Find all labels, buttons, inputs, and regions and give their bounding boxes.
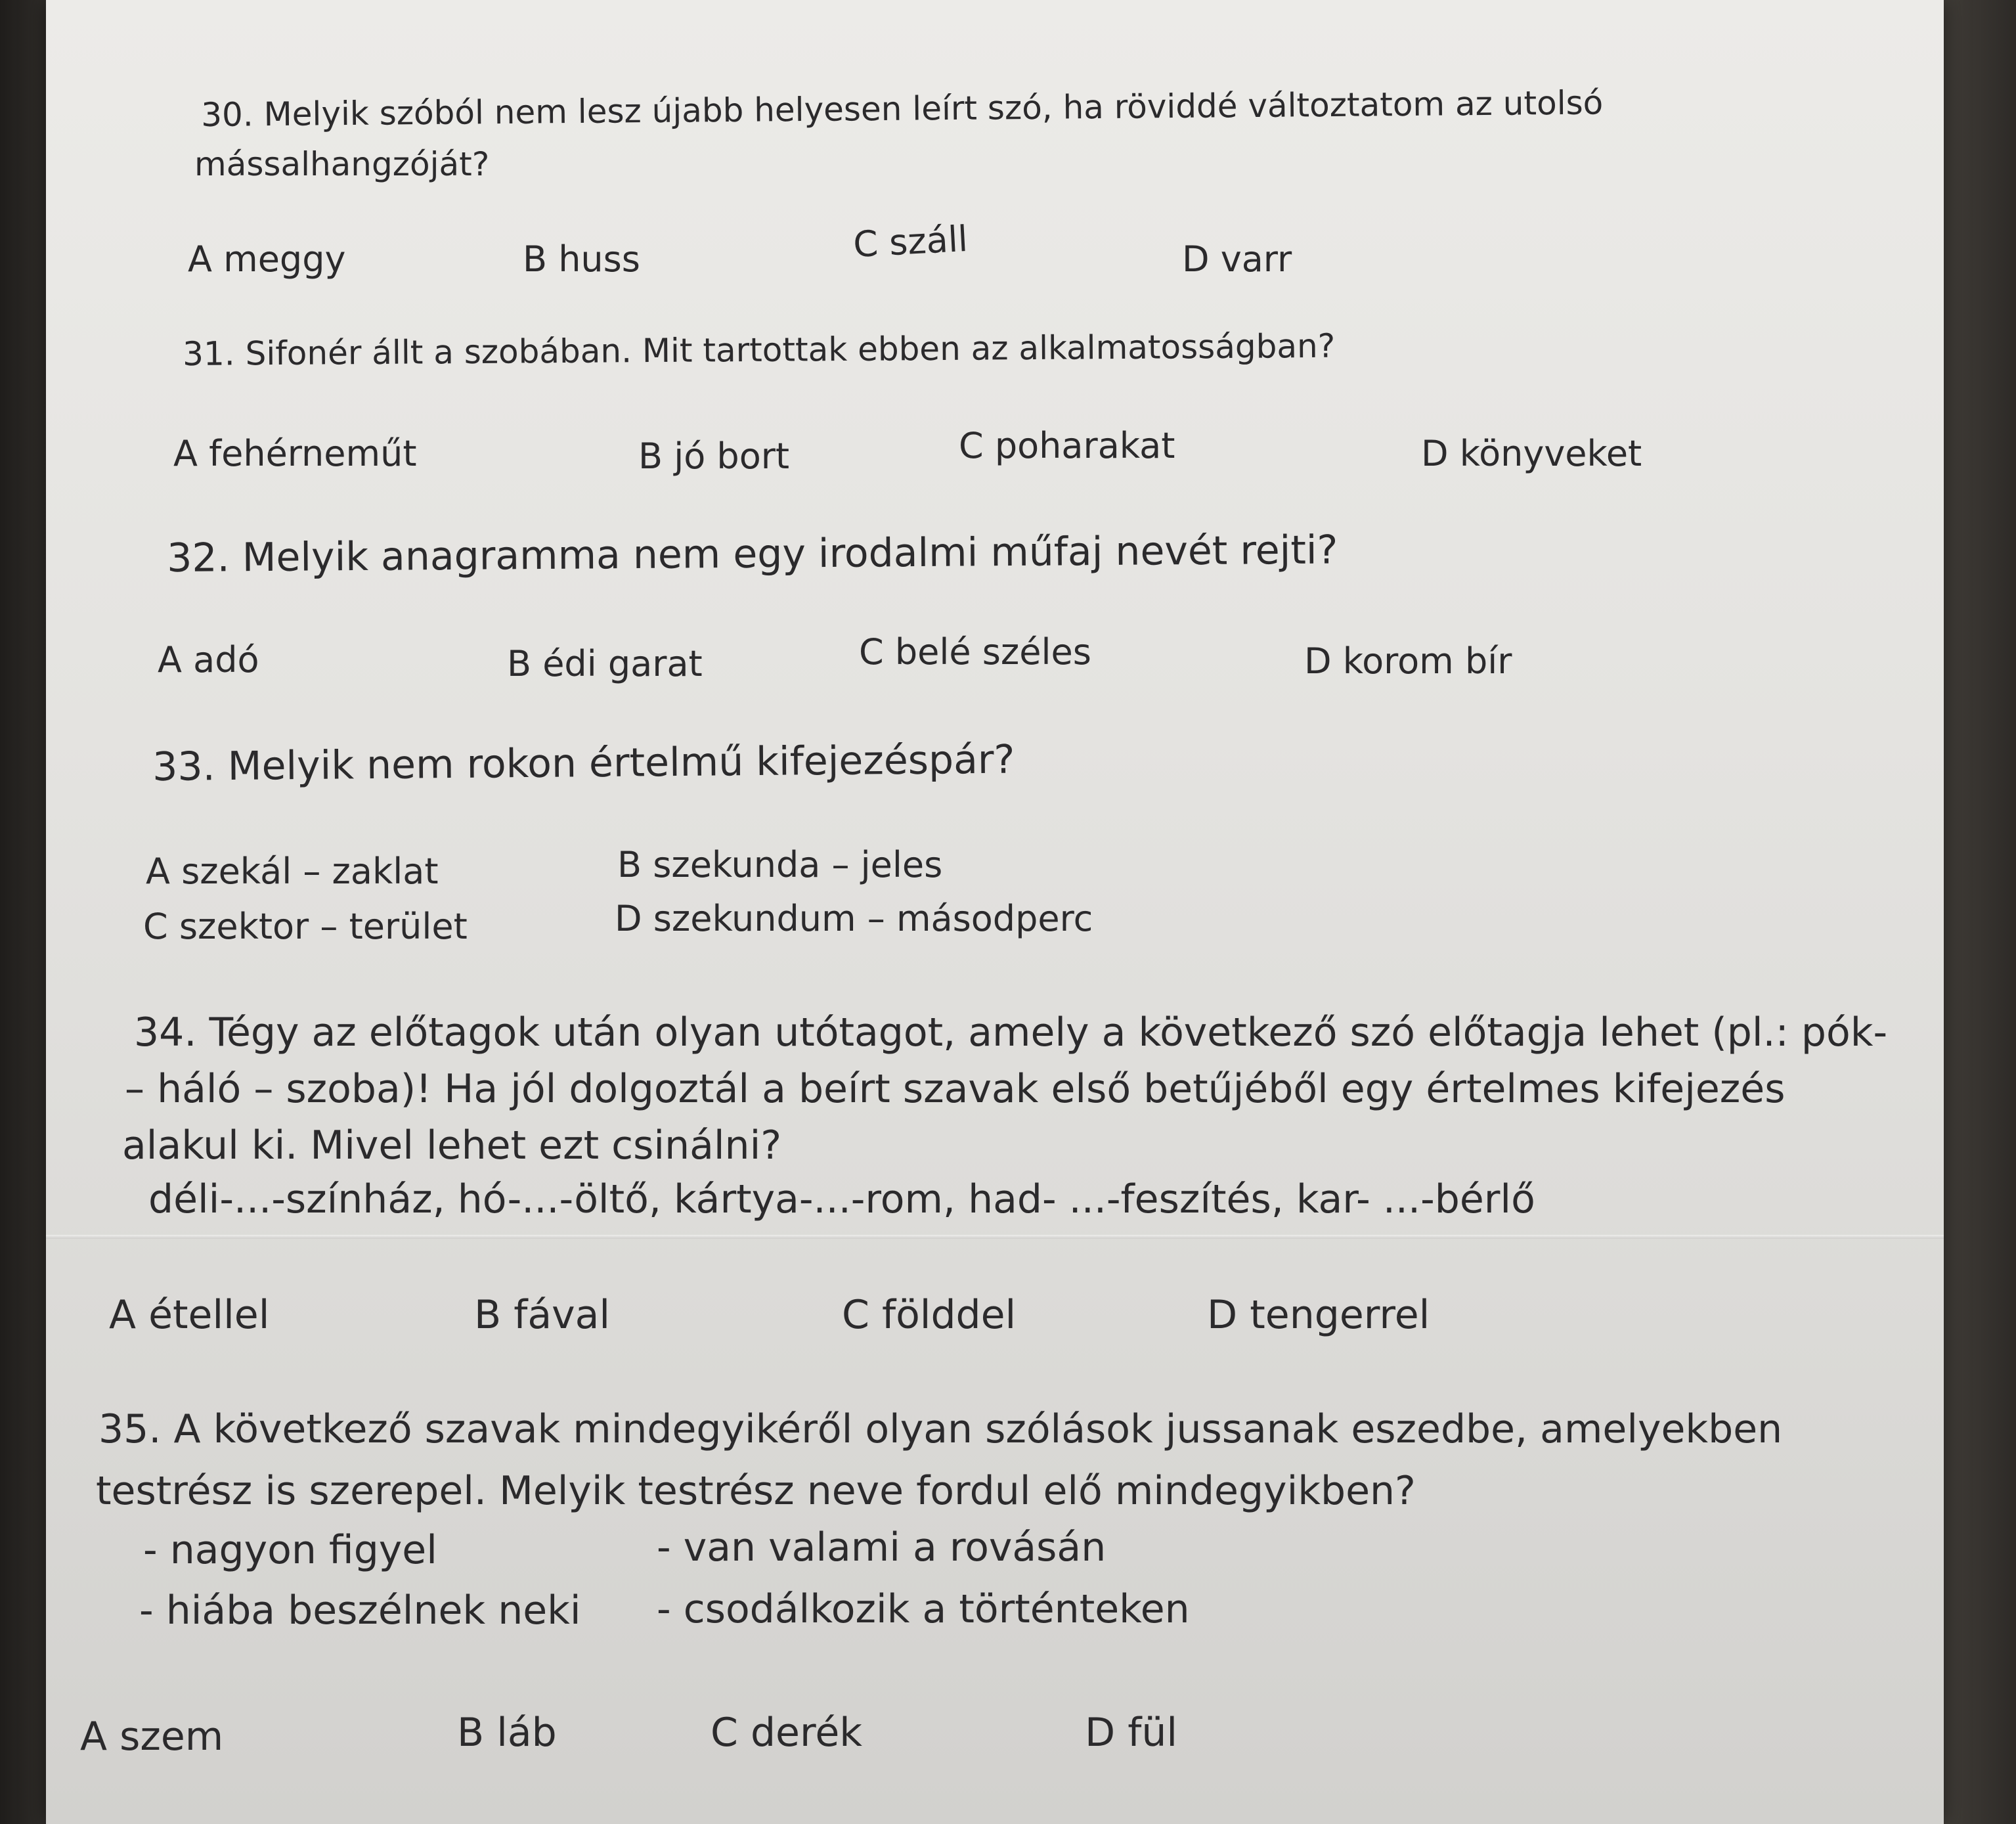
question-32-option-d: D korom bír	[1304, 640, 1512, 682]
question-32-text-line-1: 32. Melyik anagramma nem egy irodalmi műfaj nevét rejti?	[166, 527, 1338, 581]
question-35-item-3: - hiába beszélnek neki	[139, 1588, 581, 1634]
question-30-option-c: C száll	[852, 217, 969, 265]
question-35-text-line-2: testrész is szerepel. Melyik testrész neve fordul elő mindegyikben?	[96, 1468, 1416, 1514]
question-34-text-line-1: 34. Tégy az előtagok után olyan utótagot, amely a következő szó előtagja lehet (pl.: pók-	[134, 1010, 1888, 1056]
question-33-option-a: A szekál – zaklat	[146, 851, 439, 892]
question-35-item-2: - van valami a rovásán	[657, 1524, 1107, 1570]
question-30-text-line-2: mássalhangzóját?	[194, 145, 490, 183]
question-33-option-c: C szektor – terület	[143, 906, 468, 947]
question-30-text-line-1: 30. Melyik szóból nem lesz újabb helyesen leírt szó, ha röviddé változtatom az utolsó	[200, 83, 1604, 134]
question-34-word-chain: déli-...-színház, hó-...-öltő, kártya-...-rom, had- ...-feszítés, kar- ...-bérlő	[148, 1176, 1535, 1222]
question-31-option-b: B jó bort	[638, 435, 790, 477]
question-34-option-d: D tengerrel	[1207, 1292, 1430, 1338]
question-31-text-line-1: 31. Sifonér állt a szobában. Mit tartottak ebben az alkalmatosságban?	[182, 326, 1336, 373]
question-30-option-d: D varr	[1182, 238, 1292, 280]
question-35-item-1: - nagyon figyel	[143, 1527, 437, 1573]
question-33-option-d: D szekundum – másodperc	[615, 898, 1093, 939]
question-35-option-a: A szem	[80, 1714, 224, 1760]
question-34-option-a: A étellel	[109, 1292, 270, 1338]
question-35-text-line-1: 35. A következő szavak mindegyikéről olyan szólások jussanak eszedbe, amelyekben	[99, 1406, 1783, 1452]
question-32-option-b: B édi garat	[507, 643, 703, 684]
question-31-option-c: C poharakat	[959, 425, 1175, 466]
question-35-option-b: B láb	[457, 1710, 557, 1756]
question-34-option-c: C földdel	[842, 1292, 1017, 1338]
question-30-option-a: A meggy	[188, 238, 346, 280]
question-34-option-b: B fával	[474, 1292, 611, 1338]
question-34-text-line-2: – háló – szoba)! Ha jól dolgoztál a beírt szavak első betűjéből egy értelmes kifejezés	[125, 1066, 1786, 1112]
question-31-option-d: D könyveket	[1421, 433, 1642, 474]
question-33-text-line-1: 33. Melyik nem rokon értelmű kifejezéspár?	[152, 736, 1015, 790]
question-32-option-a: A adó	[158, 639, 259, 680]
question-32-option-c: C belé széles	[859, 631, 1091, 673]
question-33-option-b: B szekunda – jeles	[617, 844, 943, 885]
question-35-option-d: D fül	[1085, 1710, 1178, 1756]
question-34-text-line-3: alakul ki. Mivel lehet ezt csinálni?	[122, 1123, 782, 1168]
question-30-option-b: B huss	[523, 238, 640, 280]
question-35-item-4: - csodálkozik a történteken	[657, 1586, 1190, 1632]
paper-fold-line	[46, 1235, 1944, 1239]
question-35-option-c: C derék	[711, 1710, 862, 1756]
question-31-option-a: A fehérneműt	[173, 433, 417, 474]
